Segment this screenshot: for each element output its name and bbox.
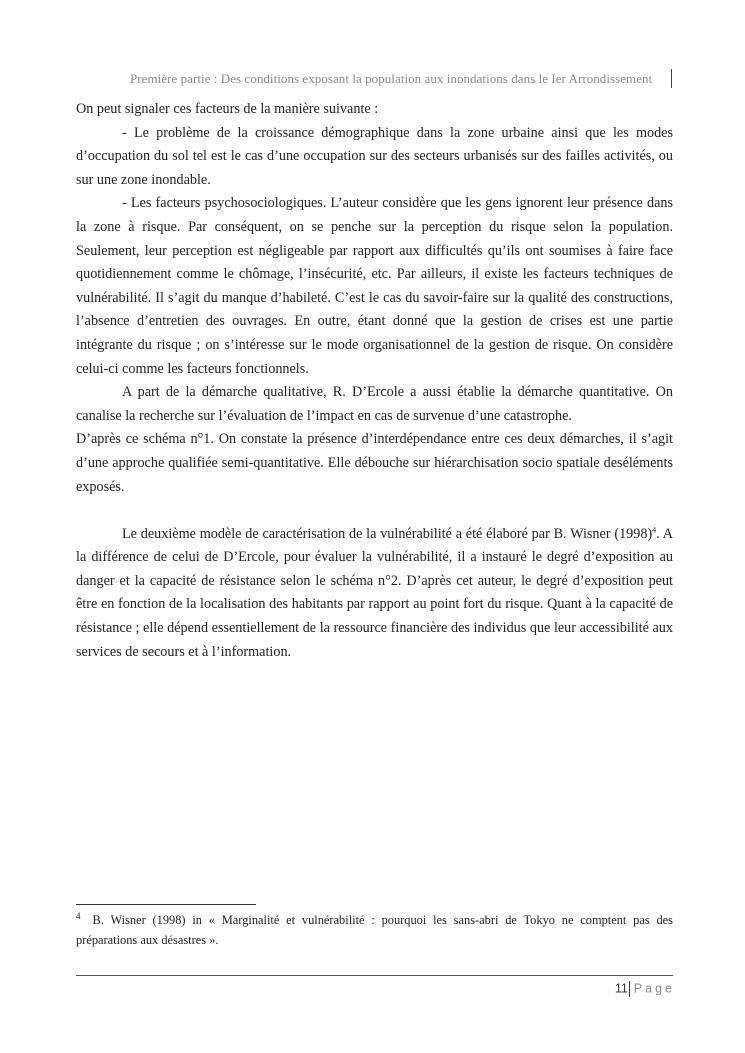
page-label: Page [633,981,675,996]
wisner-text-start: Le deuxième modèle de caractérisation de la vulnérabilité a été élaboré par B. Wisner (1998) [122,525,653,542]
header-divider [671,69,672,88]
page-number: 11 [614,981,628,996]
paragraph-schema-1: D’après ce schéma n°1. On constate la présence d’interdépendance entre ces deux démarches, il s’agit d’une approche qualifiée semi-quantitative. Elle débouche sur hiérarchisation socio spatiale deséléments exposés. [76,431,673,495]
footnote-text: B. Wisner (1998) in « Marginalité et vulnérabilité : pourquoi les sans-abri de Tokyo ne comptent pas des préparations aux désastres ». [76,913,673,947]
paragraph-gap [76,499,673,523]
footnote-number: 4 [76,910,81,921]
paragraph-intro: On peut signaler ces facteurs de la manière suivante : [76,101,379,117]
paragraph-demographic: - Le problème de la croissance démographique dans la zone urbaine ainsi que les modes d’occupation du sol tel est le cas d’une occupation sur des secteurs urbanisés sur des failles activités, ou sur une zone inondable. [76,124,673,188]
wisner-text-end: . A la différence de celui de D’Ercole, pour évaluer la vulnérabilité, il a instauré le degré d’exposition au danger et la capacité de résistance selon le schéma n°2. D’après cet auteur, le degré d’exposition peut être en fonction de la localisation des habitants par rapport au point fort du risque. Quant à la capacité de résistance ; elle dépend essentiellement de la ressource financière des individus que leur accessibilité aux services de secours et à l’information. [76,525,673,660]
page-footer [615,981,675,997]
paragraph-wisner [76,523,673,665]
running-header: Première partie : Des conditions exposant la population aux inondations dans le Ier Arrondissement [130,71,653,86]
footnote-separator [76,904,256,905]
paragraph-psychosocial: - Les facteurs psychosociologiques. L’auteur considère que les gens ignorent leur présence dans la zone à risque. Par conséquent, on se penche sur la perception du risque selon la population. Seulement, leur perception est négligeable par rapport aux difficultés qu’ils ont soumises à faire face quotidiennement comme le chômage, l’insécurité, etc. Par ailleurs, il existe les facteurs techniques de vulnérabilité. Il s’agit du manque d’habileté. C’est le cas du savoir-faire sur la qualité des constructions, l’absence d’entretien des ouvrages. En outre, étant donné que la gestion de crises est une partie intégrante du risque ; on s’intéresse sur le mode organisationnel de la gestion de risque. On considère celui-ci comme les facteurs fonctionnels. [76,195,673,377]
main-text [76,98,673,664]
paragraph-quantitative: A part de la démarche qualitative, R. D’Ercole a aussi établie la démarche quantitative. On canalise la recherche sur l’évaluation de l’impact en cas de survenue d’une catastrophe. [76,384,673,424]
footer-divider [629,981,630,997]
footer-separator [76,975,673,976]
footnote [76,911,673,950]
footnote-reference[interactable]: 4 [652,524,657,534]
